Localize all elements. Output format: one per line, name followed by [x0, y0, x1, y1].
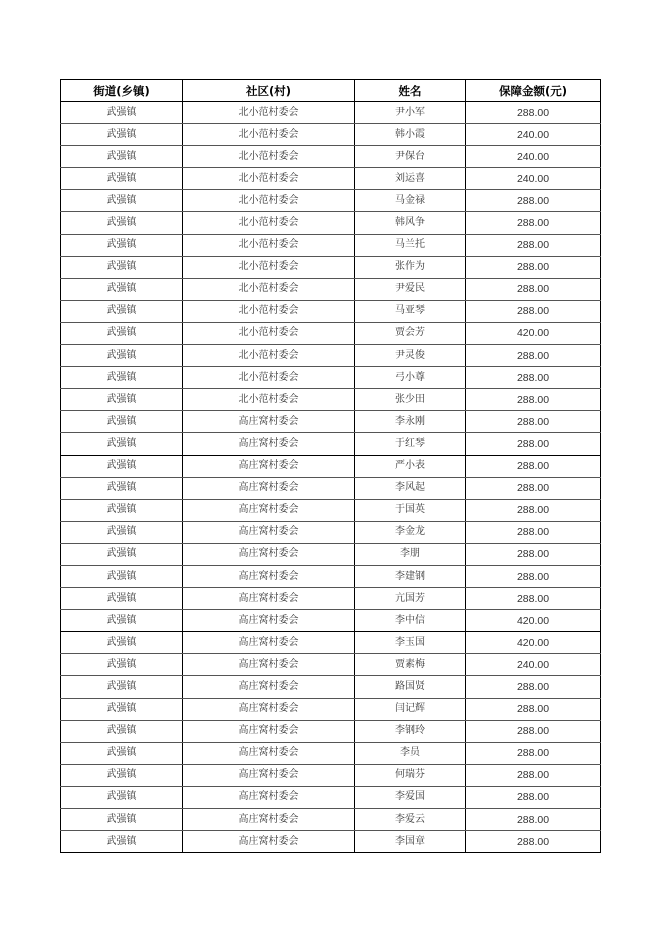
cell-name: 尹保台 — [355, 146, 466, 168]
table-row — [61, 190, 601, 212]
table-row — [61, 521, 601, 543]
cell-street: 武强镇 — [61, 499, 183, 521]
cell-street: 武强镇 — [61, 411, 183, 433]
table-row — [61, 234, 601, 256]
cell-community: 高庄窝村委会 — [183, 411, 355, 433]
table-row — [61, 300, 601, 322]
cell-street: 武强镇 — [61, 322, 183, 344]
cell-street: 武强镇 — [61, 676, 183, 698]
table-row — [61, 764, 601, 786]
table-body — [61, 102, 601, 853]
cell-street: 武强镇 — [61, 168, 183, 190]
header-name: 姓名 — [355, 80, 466, 102]
cell-name: 张作为 — [355, 256, 466, 278]
cell-street: 武强镇 — [61, 212, 183, 234]
cell-amount: 288.00 — [466, 676, 601, 698]
cell-community: 北小范村委会 — [183, 367, 355, 389]
cell-community: 北小范村委会 — [183, 322, 355, 344]
cell-amount: 240.00 — [466, 168, 601, 190]
cell-name: 李爱云 — [355, 809, 466, 831]
cell-amount: 288.00 — [466, 455, 601, 477]
cell-amount: 288.00 — [466, 477, 601, 499]
table-row — [61, 742, 601, 764]
cell-amount: 288.00 — [466, 786, 601, 808]
cell-amount: 288.00 — [466, 411, 601, 433]
cell-community: 北小范村委会 — [183, 389, 355, 411]
table-row — [61, 168, 601, 190]
cell-community: 高庄窝村委会 — [183, 632, 355, 654]
cell-amount: 420.00 — [466, 610, 601, 632]
cell-community: 北小范村委会 — [183, 190, 355, 212]
cell-street: 武强镇 — [61, 543, 183, 565]
cell-amount: 288.00 — [466, 212, 601, 234]
cell-name: 张少田 — [355, 389, 466, 411]
cell-name: 李员 — [355, 742, 466, 764]
table-row — [61, 831, 601, 853]
cell-amount: 288.00 — [466, 698, 601, 720]
cell-amount: 288.00 — [466, 190, 601, 212]
cell-community: 高庄窝村委会 — [183, 720, 355, 742]
cell-community: 高庄窝村委会 — [183, 764, 355, 786]
cell-name: 弓小尊 — [355, 367, 466, 389]
cell-community: 高庄窝村委会 — [183, 831, 355, 853]
cell-amount: 240.00 — [466, 124, 601, 146]
cell-name: 李建钢 — [355, 565, 466, 587]
cell-street: 武强镇 — [61, 433, 183, 455]
cell-name: 李金龙 — [355, 521, 466, 543]
cell-amount: 240.00 — [466, 654, 601, 676]
cell-name: 李中信 — [355, 610, 466, 632]
cell-name: 尹小军 — [355, 102, 466, 124]
cell-community: 高庄窝村委会 — [183, 786, 355, 808]
cell-amount: 288.00 — [466, 565, 601, 587]
cell-street: 武强镇 — [61, 389, 183, 411]
cell-name: 马金禄 — [355, 190, 466, 212]
cell-name: 于国英 — [355, 499, 466, 521]
table-row — [61, 543, 601, 565]
cell-amount: 288.00 — [466, 521, 601, 543]
cell-name: 韩风争 — [355, 212, 466, 234]
table-row — [61, 632, 601, 654]
cell-name: 马兰托 — [355, 234, 466, 256]
cell-amount: 420.00 — [466, 632, 601, 654]
cell-community: 高庄窝村委会 — [183, 676, 355, 698]
cell-community: 高庄窝村委会 — [183, 521, 355, 543]
table-row — [61, 786, 601, 808]
cell-street: 武强镇 — [61, 610, 183, 632]
cell-street: 武强镇 — [61, 190, 183, 212]
table-row — [61, 809, 601, 831]
cell-amount: 288.00 — [466, 278, 601, 300]
table-row — [61, 433, 601, 455]
cell-amount: 288.00 — [466, 499, 601, 521]
cell-street: 武强镇 — [61, 831, 183, 853]
table-row — [61, 610, 601, 632]
cell-amount: 288.00 — [466, 256, 601, 278]
cell-street: 武强镇 — [61, 588, 183, 610]
cell-community: 北小范村委会 — [183, 124, 355, 146]
cell-name: 尹爱民 — [355, 278, 466, 300]
table-row — [61, 588, 601, 610]
cell-name: 路国贤 — [355, 676, 466, 698]
cell-street: 武强镇 — [61, 124, 183, 146]
cell-street: 武强镇 — [61, 367, 183, 389]
spreadsheet-page — [60, 79, 600, 853]
cell-community: 高庄窝村委会 — [183, 588, 355, 610]
cell-community: 高庄窝村委会 — [183, 543, 355, 565]
cell-community: 北小范村委会 — [183, 300, 355, 322]
table-row — [61, 124, 601, 146]
cell-community: 北小范村委会 — [183, 212, 355, 234]
table-row — [61, 389, 601, 411]
cell-amount: 288.00 — [466, 720, 601, 742]
table-row — [61, 455, 601, 477]
cell-street: 武强镇 — [61, 565, 183, 587]
cell-amount: 288.00 — [466, 433, 601, 455]
cell-amount: 288.00 — [466, 345, 601, 367]
cell-name: 李玉国 — [355, 632, 466, 654]
cell-street: 武强镇 — [61, 455, 183, 477]
cell-street: 武强镇 — [61, 278, 183, 300]
cell-street: 武强镇 — [61, 345, 183, 367]
cell-community: 高庄窝村委会 — [183, 565, 355, 587]
cell-name: 李朋 — [355, 543, 466, 565]
cell-community: 高庄窝村委会 — [183, 433, 355, 455]
cell-amount: 240.00 — [466, 146, 601, 168]
cell-street: 武强镇 — [61, 300, 183, 322]
cell-name: 贾素梅 — [355, 654, 466, 676]
table-row — [61, 256, 601, 278]
cell-name: 韩小霞 — [355, 124, 466, 146]
header-community: 社区(村) — [183, 80, 355, 102]
table-row — [61, 278, 601, 300]
table-row — [61, 212, 601, 234]
cell-community: 北小范村委会 — [183, 146, 355, 168]
cell-community: 高庄窝村委会 — [183, 455, 355, 477]
table-row — [61, 499, 601, 521]
cell-street: 武强镇 — [61, 146, 183, 168]
cell-amount: 288.00 — [466, 809, 601, 831]
cell-street: 武强镇 — [61, 809, 183, 831]
cell-name: 于红琴 — [355, 433, 466, 455]
table-row — [61, 102, 601, 124]
cell-street: 武强镇 — [61, 742, 183, 764]
cell-community: 北小范村委会 — [183, 168, 355, 190]
cell-community: 高庄窝村委会 — [183, 499, 355, 521]
cell-name: 李永刚 — [355, 411, 466, 433]
table-header-row — [61, 80, 601, 102]
cell-amount: 288.00 — [466, 742, 601, 764]
cell-street: 武强镇 — [61, 256, 183, 278]
table-row — [61, 367, 601, 389]
cell-name: 李国章 — [355, 831, 466, 853]
cell-street: 武强镇 — [61, 477, 183, 499]
cell-street: 武强镇 — [61, 720, 183, 742]
cell-name: 李风起 — [355, 477, 466, 499]
cell-community: 高庄窝村委会 — [183, 477, 355, 499]
cell-street: 武强镇 — [61, 698, 183, 720]
table-row — [61, 322, 601, 344]
cell-street: 武强镇 — [61, 764, 183, 786]
cell-name: 何瑞芬 — [355, 764, 466, 786]
cell-community: 高庄窝村委会 — [183, 742, 355, 764]
cell-community: 北小范村委会 — [183, 102, 355, 124]
cell-name: 李爱国 — [355, 786, 466, 808]
cell-name: 李钢玲 — [355, 720, 466, 742]
cell-name: 贾会芳 — [355, 322, 466, 344]
cell-amount: 288.00 — [466, 389, 601, 411]
cell-name: 闫记辉 — [355, 698, 466, 720]
cell-amount: 288.00 — [466, 102, 601, 124]
cell-name: 严小表 — [355, 455, 466, 477]
cell-amount: 288.00 — [466, 588, 601, 610]
cell-community: 北小范村委会 — [183, 278, 355, 300]
cell-street: 武强镇 — [61, 234, 183, 256]
header-amount: 保障金额(元) — [466, 80, 601, 102]
cell-street: 武强镇 — [61, 654, 183, 676]
cell-community: 高庄窝村委会 — [183, 698, 355, 720]
cell-amount: 420.00 — [466, 322, 601, 344]
cell-community: 北小范村委会 — [183, 345, 355, 367]
cell-name: 尹灵俊 — [355, 345, 466, 367]
table-row — [61, 146, 601, 168]
table-row — [61, 345, 601, 367]
cell-name: 刘运喜 — [355, 168, 466, 190]
table-row — [61, 477, 601, 499]
table-row — [61, 411, 601, 433]
subsidy-table — [60, 79, 601, 853]
cell-community: 高庄窝村委会 — [183, 610, 355, 632]
cell-community: 高庄窝村委会 — [183, 654, 355, 676]
table-row — [61, 698, 601, 720]
cell-street: 武强镇 — [61, 632, 183, 654]
cell-name: 马亚琴 — [355, 300, 466, 322]
cell-amount: 288.00 — [466, 367, 601, 389]
table-row — [61, 720, 601, 742]
table-row — [61, 565, 601, 587]
header-street: 街道(乡镇) — [61, 80, 183, 102]
cell-street: 武强镇 — [61, 102, 183, 124]
table-row — [61, 654, 601, 676]
cell-name: 亢国芳 — [355, 588, 466, 610]
cell-community: 北小范村委会 — [183, 234, 355, 256]
cell-street: 武强镇 — [61, 786, 183, 808]
cell-amount: 288.00 — [466, 543, 601, 565]
table-row — [61, 676, 601, 698]
cell-community: 高庄窝村委会 — [183, 809, 355, 831]
cell-amount: 288.00 — [466, 300, 601, 322]
cell-street: 武强镇 — [61, 521, 183, 543]
cell-amount: 288.00 — [466, 764, 601, 786]
cell-amount: 288.00 — [466, 831, 601, 853]
cell-amount: 288.00 — [466, 234, 601, 256]
cell-community: 北小范村委会 — [183, 256, 355, 278]
